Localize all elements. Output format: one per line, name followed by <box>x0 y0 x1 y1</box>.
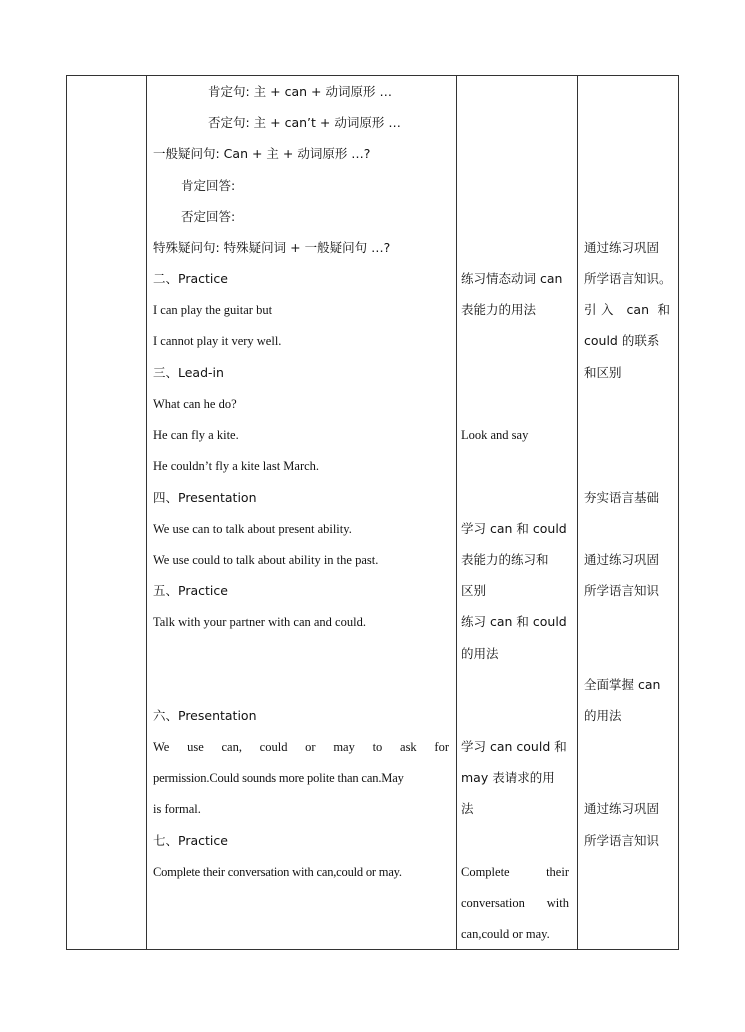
purpose-text: 所学语言知识 <box>584 833 660 848</box>
wh-question-rule: 特殊疑问句: 特殊疑问词 + 一般疑问句 …? <box>153 240 391 255</box>
example-sentence: I can play the guitar but <box>153 303 273 317</box>
section-heading-practice: 七、Practice <box>153 833 228 848</box>
activity-text: 区别 <box>461 583 487 598</box>
yes-no-question-rule: 一般疑问句: Can + 主 + 动词原形 …? <box>153 146 371 161</box>
section-heading-presentation: 六、Presentation <box>153 708 257 723</box>
purpose-text: 的用法 <box>584 708 622 723</box>
affirmative-sentence-rule: 肯定句: 主 + can + 动词原形 … <box>208 84 392 99</box>
activity-text: Complete their <box>461 865 569 879</box>
presentation-rule: We use could to talk about ability in the past. <box>153 553 379 567</box>
activity-text: Look and say <box>461 428 529 442</box>
activity-text: 练习 can 和 could <box>461 614 567 629</box>
practice-instruction: Talk with your partner with can and could. <box>153 615 366 629</box>
lead-in-answer: He can fly a kite. <box>153 428 239 442</box>
example-sentence: I cannot play it very well. <box>153 334 282 348</box>
activity-text: 学习 can could 和 <box>461 739 567 754</box>
column-divider <box>577 76 578 949</box>
purpose-text: 引入 can 和 <box>584 302 670 317</box>
section-heading-lead-in: 三、Lead-in <box>153 365 224 380</box>
purpose-text: 通过练习巩固 <box>584 801 660 816</box>
lesson-plan-table <box>66 75 679 950</box>
activity-text: 表能力的用法 <box>461 302 537 317</box>
purpose-text: could 的联系 <box>584 333 660 348</box>
purpose-text: 通过练习巩固 <box>584 552 660 567</box>
column-divider <box>456 76 457 949</box>
activity-text: 的用法 <box>461 646 499 661</box>
activity-text: 练习情态动词 can <box>461 271 563 286</box>
permission-rule: is formal. <box>153 802 201 816</box>
negative-answer: 否定回答: <box>181 209 236 224</box>
section-heading-presentation: 四、Presentation <box>153 490 257 505</box>
section-heading-practice: 五、Practice <box>153 583 228 598</box>
lead-in-question: What can he do? <box>153 397 237 411</box>
activity-text: conversation with <box>461 896 569 910</box>
purpose-text: 全面掌握 can <box>584 677 661 692</box>
activity-text: 学习 can 和 could <box>461 521 567 536</box>
purpose-text: 夯实语言基础 <box>584 490 660 505</box>
negative-sentence-rule: 否定句: 主 + can’t + 动词原形 … <box>208 115 401 130</box>
activity-text: 表能力的练习和 <box>461 552 549 567</box>
permission-rule: permission.Could sounds more polite than can.May <box>153 771 404 785</box>
section-heading-practice: 二、Practice <box>153 271 228 286</box>
lead-in-answer: He couldn’t fly a kite last March. <box>153 459 320 473</box>
affirmative-answer: 肯定回答: <box>181 178 236 193</box>
activity-text: 法 <box>461 801 474 816</box>
purpose-text: 所学语言知识 <box>584 583 660 598</box>
purpose-text: 所学语言知识。 <box>584 271 672 286</box>
purpose-text: 通过练习巩固 <box>584 240 660 255</box>
presentation-rule: We use can to talk about present ability. <box>153 522 352 536</box>
activity-text: may 表请求的用 <box>461 770 555 785</box>
purpose-text: 和区别 <box>584 365 622 380</box>
permission-rule: We use can, could or may to ask for <box>153 740 449 754</box>
activity-text: can,could or may. <box>461 927 550 941</box>
column-divider <box>146 76 147 949</box>
practice-instruction: Complete their conversation with can,could or may. <box>153 865 402 879</box>
